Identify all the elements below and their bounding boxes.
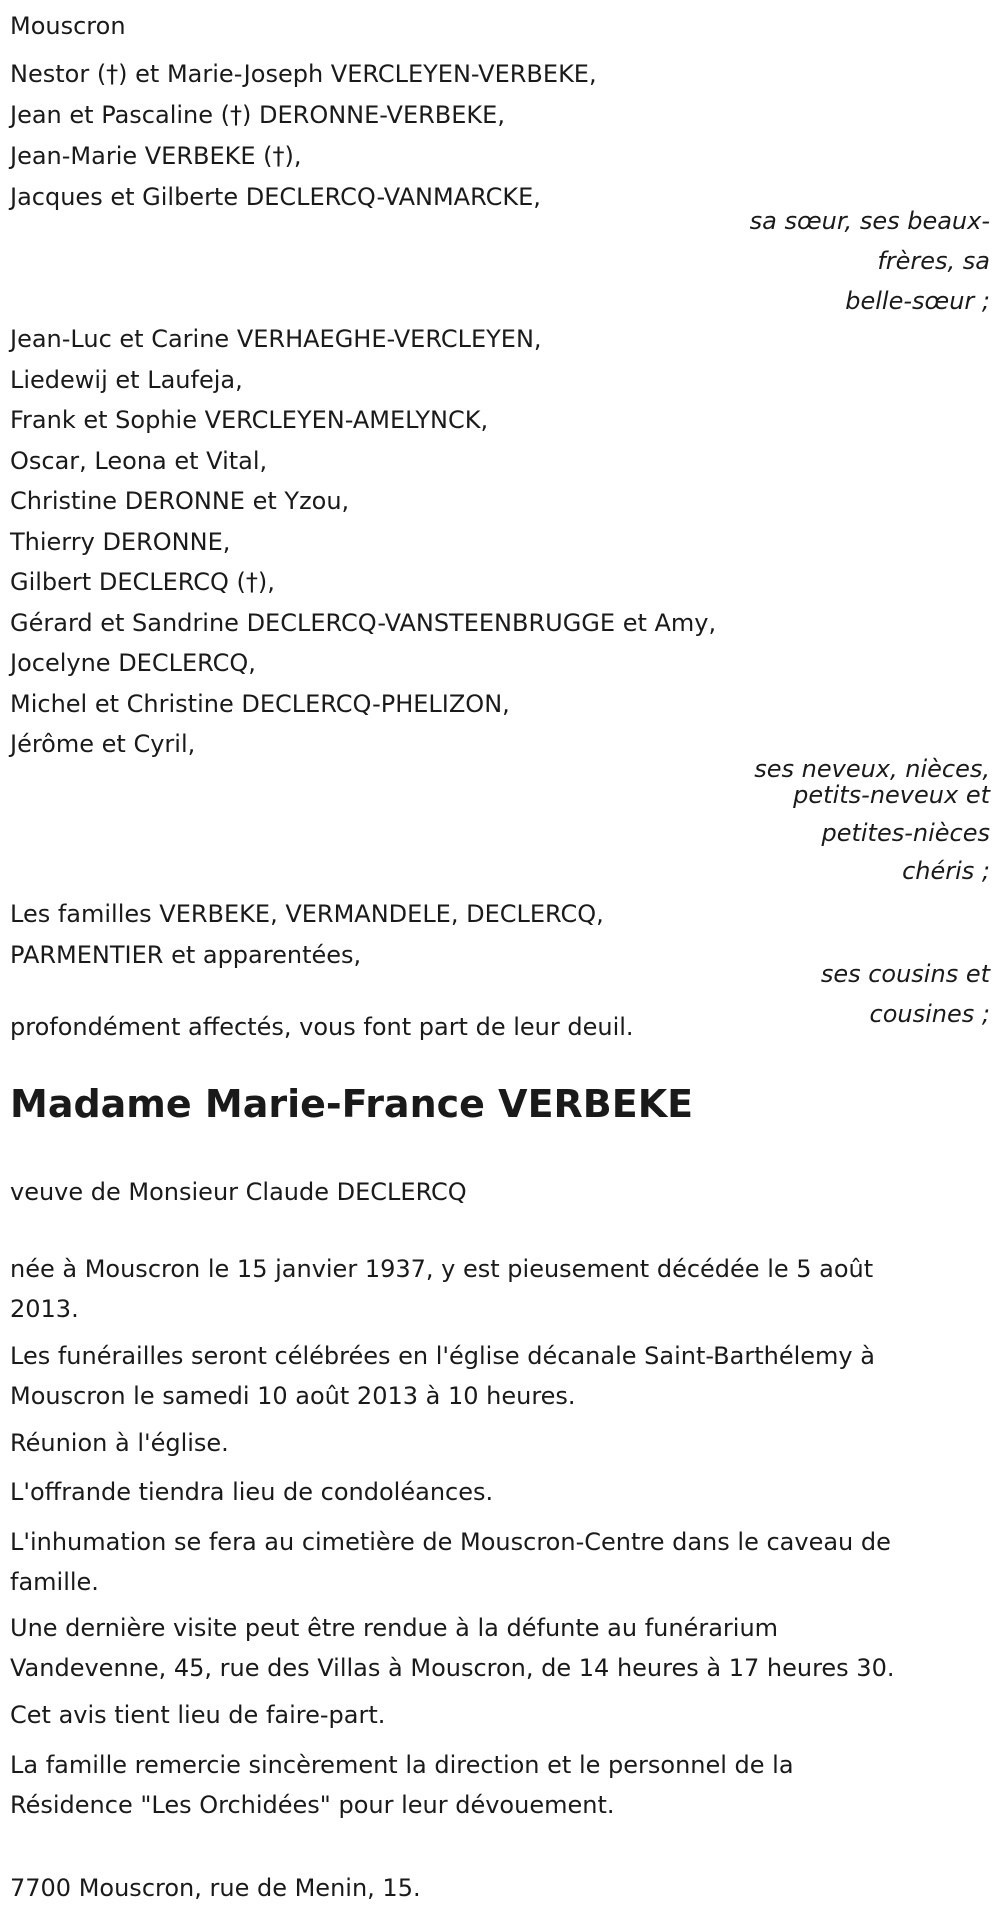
paragraph-line: née à Mouscron le 15 janvier 1937, y est pieusement décédée le 5 août [10, 1255, 874, 1283]
nephews-list [10, 319, 990, 765]
birth-death-paragraph [10, 1249, 995, 1329]
family-line: Frank et Sophie VERCLEYEN-AMELYNCK, [10, 406, 489, 434]
deceased-name: Madame Marie-France VERBEKE [10, 1082, 694, 1126]
paragraph-line: Les funérailles seront célébrées en l'église décanale Saint-Barthélemy à [10, 1342, 875, 1370]
widow-of-text: veuve de Monsieur Claude DECLERCQ [10, 1178, 467, 1206]
paragraph-line: Une dernière visite peut être rendue à la défunte au funérarium [10, 1614, 779, 1642]
town-heading [10, 6, 990, 46]
thanks-paragraph [10, 1745, 995, 1825]
family-line: Liedewij et Laufeja, [10, 365, 243, 394]
offering-paragraph [10, 1472, 995, 1512]
paragraph-line: famille. [10, 1568, 99, 1596]
paragraph-line: Résidence "Les Orchidées" pour leur dévouement. [10, 1791, 615, 1819]
notice-paragraph [10, 1695, 995, 1735]
role-line: sa sœur, ses beaux- [749, 207, 990, 235]
family-closing [10, 1007, 990, 1047]
burial-paragraph [10, 1522, 995, 1602]
siblings-list [10, 54, 990, 218]
family-line: Christine DERONNE et Yzou, [10, 487, 350, 515]
family-line: Jean-Luc et Carine VERHAEGHE-VERCLEYEN, [10, 325, 542, 353]
family-line: Jean et Pascaline (†) DERONNE-VERBEKE, [10, 101, 505, 129]
nephews-role [730, 750, 990, 890]
family-line: Gérard et Sandrine DECLERCQ-VANSTEENBRUGGE et Amy, [10, 608, 717, 637]
address-text: 7700 Mouscron, rue de Menin, 15. [10, 1874, 421, 1902]
family-line: Nestor (†) et Marie-Joseph VERCLEYEN-VERBEKE, [10, 60, 597, 88]
family-line: Michel et Christine DECLERCQ-PHELIZON, [10, 689, 510, 718]
address [10, 1868, 990, 1908]
paragraph-line: L'offrande tiendra lieu de condoléances. [10, 1478, 494, 1506]
family-line: PARMENTIER et apparentées, [10, 941, 362, 969]
town: Mouscron [10, 12, 126, 40]
role-line: ses cousins et [820, 960, 990, 988]
visit-paragraph [10, 1608, 995, 1688]
gathering-paragraph [10, 1423, 995, 1463]
paragraph-line: L'inhumation se fera au cimetière de Mouscron-Centre dans le caveau de [10, 1528, 891, 1556]
role-line: ses neveux, nièces, [754, 755, 990, 783]
family-line: Gilbert DECLERCQ (†), [10, 568, 275, 596]
paragraph-line: 2013. [10, 1295, 79, 1323]
paragraph-line: Réunion à l'église. [10, 1429, 229, 1457]
family-line: Les familles VERBEKE, VERMANDELE, DECLERCQ, [10, 900, 604, 928]
family-closing-text: profondément affectés, vous font part de leur deuil. [10, 1013, 634, 1041]
role-line: frères, sa [877, 247, 990, 275]
family-line: Thierry DERONNE, [10, 527, 231, 556]
family-line: Jérôme et Cyril, [10, 730, 196, 758]
family-line: Jocelyne DECLERCQ, [10, 649, 256, 677]
role-line: petites-nièces [821, 819, 990, 847]
family-line: Jacques et Gilberte DECLERCQ-VANMARCKE, [10, 183, 541, 211]
siblings-role [730, 201, 990, 321]
paragraph-line: Cet avis tient lieu de faire-part. [10, 1701, 386, 1729]
role-line: chéris ; [902, 857, 990, 885]
family-line: Oscar, Leona et Vital, [10, 446, 268, 475]
paragraph-line: Vandevenne, 45, rue des Villas à Mouscron, de 14 heures à 17 heures 30. [10, 1654, 895, 1682]
paragraph-line: Mouscron le samedi 10 août 2013 à 10 heures. [10, 1382, 576, 1410]
role-line: cousines ; [869, 1000, 990, 1028]
role-line: belle-sœur ; [845, 287, 990, 315]
funeral-paragraph [10, 1336, 995, 1416]
paragraph-line: La famille remercie sincèrement la direction et le personnel de la [10, 1751, 794, 1779]
role-line: petits-neveux et [793, 781, 990, 809]
family-line: Jean-Marie VERBEKE (†), [10, 142, 302, 170]
widow-of [10, 1172, 990, 1212]
